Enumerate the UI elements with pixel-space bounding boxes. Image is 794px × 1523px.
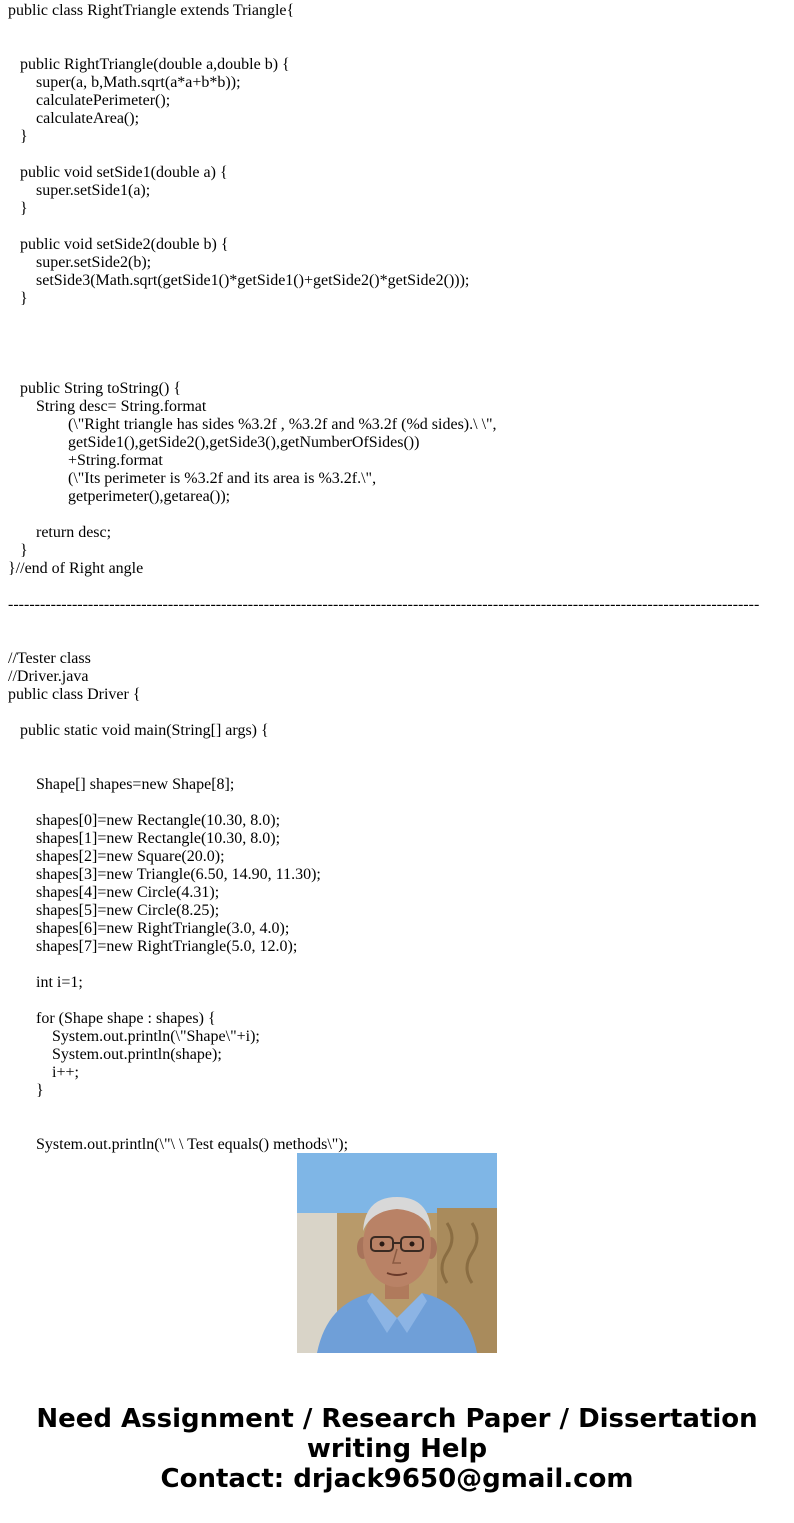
code-line: return desc; xyxy=(8,524,112,541)
code-line: shapes[2]=new Square(20.0); xyxy=(8,848,225,865)
code-listing xyxy=(8,2,788,1153)
code-line xyxy=(8,578,788,596)
code-line: i++; xyxy=(8,1064,79,1081)
code-line: shapes[0]=new Rectangle(10.30, 8.0); xyxy=(8,812,281,829)
code-line: } xyxy=(8,200,28,217)
code-line: (\"Its perimeter is %3.2f and its area is %3.2f.\", xyxy=(8,470,377,487)
code-line: calculateArea(); xyxy=(8,110,140,127)
code-line: }//end of Right angle xyxy=(8,560,144,577)
code-line: super.setSide1(a); xyxy=(8,182,151,199)
contact-banner xyxy=(0,1404,794,1494)
code-line xyxy=(8,704,788,722)
code-line: public void setSide1(double a) { xyxy=(8,164,228,181)
code-line: shapes[4]=new Circle(4.31); xyxy=(8,884,220,901)
code-line: shapes[7]=new RightTriangle(5.0, 12.0); xyxy=(8,938,298,955)
footer-line-1: Need Assignment / Research Paper / Dissertation xyxy=(36,1404,758,1434)
code-line: String desc= String.format xyxy=(8,398,207,415)
code-line xyxy=(8,992,788,1010)
code-line xyxy=(8,344,788,362)
code-line: for (Shape shape : shapes) { xyxy=(8,1010,216,1027)
code-line: } xyxy=(8,1082,44,1099)
code-line: getperimeter(),getarea()); xyxy=(8,488,231,505)
code-line xyxy=(8,506,788,524)
avatar-photo xyxy=(297,1153,497,1353)
code-line xyxy=(8,218,788,236)
code-line xyxy=(8,758,788,776)
code-line: //Driver.java xyxy=(8,668,89,685)
code-line xyxy=(8,794,788,812)
author-avatar xyxy=(297,1153,497,1353)
code-line: } xyxy=(8,290,28,307)
code-line xyxy=(8,1118,788,1136)
code-line: } xyxy=(8,542,28,559)
code-line: public RightTriangle(double a,double b) { xyxy=(8,56,290,73)
code-line: super(a, b,Math.sqrt(a*a+b*b)); xyxy=(8,74,241,91)
code-line: public static void main(String[] args) { xyxy=(8,722,269,739)
code-line xyxy=(8,614,788,632)
code-line: System.out.println(shape); xyxy=(8,1046,222,1063)
code-line xyxy=(8,146,788,164)
code-line: public class Driver { xyxy=(8,686,141,703)
code-line: shapes[5]=new Circle(8.25); xyxy=(8,902,220,919)
code-line: getSide1(),getSide2(),getSide3(),getNumberOfSides()) xyxy=(8,434,420,451)
footer-line-2: writing Help xyxy=(306,1434,488,1464)
code-line: System.out.println(\"Shape\"+i); xyxy=(8,1028,260,1045)
code-line xyxy=(8,38,788,56)
code-line xyxy=(8,326,788,344)
code-line: Shape[] shapes=new Shape[8]; xyxy=(8,776,235,793)
code-line: public String toString() { xyxy=(8,380,182,397)
code-line: shapes[6]=new RightTriangle(3.0, 4.0); xyxy=(8,920,290,937)
code-line xyxy=(8,956,788,974)
code-line: super.setSide2(b); xyxy=(8,254,152,271)
code-line: System.out.println(\"\ \ Test equals() methods\"); xyxy=(8,1136,349,1153)
footer-contact-line: Contact: drjack9650@gmail.com xyxy=(160,1464,634,1494)
code-line: setSide3(Math.sqrt(getSide1()*getSide1()+getSide2()*getSide2())); xyxy=(8,272,470,289)
code-line xyxy=(8,632,788,650)
code-line xyxy=(8,1100,788,1118)
code-line: (\"Right triangle has sides %3.2f , %3.2f and %3.2f (%d sides).\ \", xyxy=(8,416,497,433)
code-line: --------------------------------------------------------------------------------------------------------------------------------------------- xyxy=(8,596,760,613)
code-line xyxy=(8,362,788,380)
code-line: int i=1; xyxy=(8,974,83,991)
code-line xyxy=(8,308,788,326)
code-line: //Tester class xyxy=(8,650,91,667)
code-line: +String.format xyxy=(8,452,163,469)
code-line: shapes[1]=new Rectangle(10.30, 8.0); xyxy=(8,830,281,847)
code-line: calculatePerimeter(); xyxy=(8,92,171,109)
code-line: public void setSide2(double b) { xyxy=(8,236,229,253)
code-line: } xyxy=(8,128,28,145)
code-line: public class RightTriangle extends Triangle{ xyxy=(8,2,295,19)
code-line xyxy=(8,20,788,38)
code-line xyxy=(8,740,788,758)
code-line: shapes[3]=new Triangle(6.50, 14.90, 11.30); xyxy=(8,866,321,883)
